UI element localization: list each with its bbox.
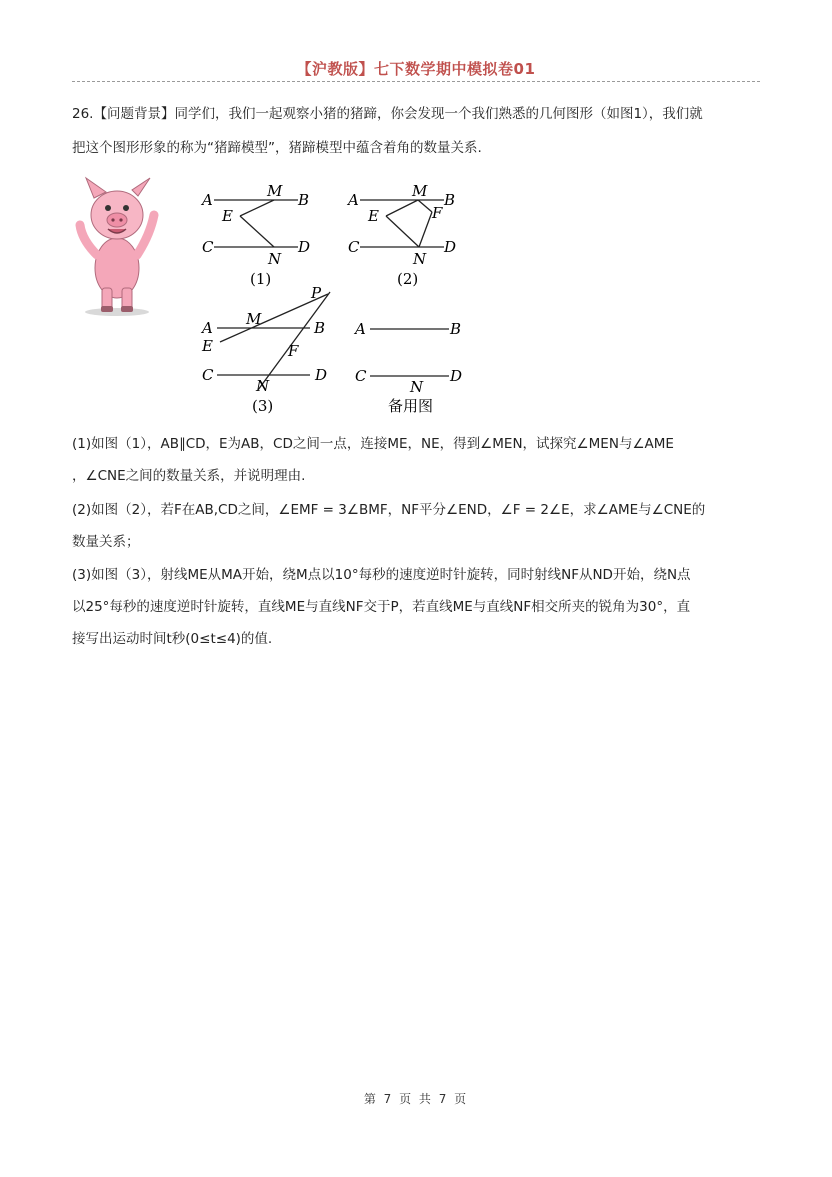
fig2-point-n: N <box>413 250 427 268</box>
q2-line-1: (2)如图（2），若F在AB,CD之间，∠EMF = 3∠BMF，NF平分∠END，∠F = 2∠E，求∠AME与∠CNE的 <box>72 502 706 518</box>
fig1-caption: (1) <box>250 270 272 288</box>
fig2-caption: (2) <box>397 270 419 288</box>
fig4-point-c: C <box>355 367 367 385</box>
fig4-point-n: N <box>410 378 424 396</box>
fig3-point-e: E <box>202 337 213 355</box>
fig3-point-n: N <box>256 377 270 395</box>
q1-line-1: (1)如图（1），AB∥CD，E为AB，CD之间一点，连接ME，NE，得到∠MEN，试探究∠MEN与∠AME <box>72 436 674 452</box>
fig1-point-n: N <box>268 250 282 268</box>
header-divider <box>72 81 760 82</box>
fig3-point-m: M <box>246 310 262 328</box>
fig3-caption: (3) <box>252 397 274 415</box>
pig-mascot-image <box>80 178 154 316</box>
fig1-point-d: D <box>298 238 311 256</box>
fig1-point-c: C <box>202 238 214 256</box>
fig3-point-a: A <box>202 319 213 337</box>
question-2 <box>72 496 762 556</box>
page-header-title: 【沪教版】七下数学期中模拟卷01 <box>296 60 536 78</box>
fig1-point-m: M <box>267 182 283 200</box>
fig4-point-a: A <box>355 320 366 338</box>
fig1-point-a: A <box>202 191 213 209</box>
q2-line-2: 数量关系； <box>72 534 140 550</box>
fig2-point-b: B <box>444 191 456 209</box>
fig2-point-c: C <box>348 238 360 256</box>
fig2-point-d: D <box>444 238 457 256</box>
q3-line-2: 以25°每秒的速度逆时针旋转，直线ME与直线NF交于P，若直线ME与直线NF相交所夹的锐角为30°，直 <box>72 599 691 615</box>
fig2-point-m: M <box>412 182 428 200</box>
fig2-point-e: E <box>368 207 379 225</box>
q3-line-3: 接写出运动时间t秒(0≤t≤4)的值. <box>72 631 273 647</box>
geometry-figures <box>72 170 492 420</box>
intro-line-1: 26.【问题背景】同学们，我们一起观察小猪的猪蹄，你会发现一个我们熟悉的几何图形（如图1），我们就 <box>72 106 703 122</box>
fig4-point-d: D <box>450 367 463 385</box>
fig4-point-b: B <box>450 320 462 338</box>
figure-spare <box>370 329 449 376</box>
q3-line-1: (3)如图（3），射线ME从MA开始，绕M点以10°每秒的速度逆时针旋转，同时射线NF从ND开始，绕N点 <box>72 567 691 583</box>
question-1 <box>72 430 762 490</box>
question-3 <box>72 561 762 653</box>
intro-line-2: 把这个图形形象的称为“猪蹄模型”，猪蹄模型中蕴含着角的数量关系. <box>72 140 482 156</box>
problem-intro <box>72 100 762 162</box>
page-footer: 第 7 页 共 7 页 <box>363 1092 469 1106</box>
fig1-point-b: B <box>298 191 310 209</box>
fig3-point-p: P <box>311 284 322 302</box>
fig3-point-c: C <box>202 366 214 384</box>
fig2-point-a: A <box>348 191 359 209</box>
q1-line-2: ，∠CNE之间的数量关系，并说明理由. <box>72 468 306 484</box>
fig3-point-f: F <box>288 342 299 360</box>
fig4-caption: 备用图 <box>388 397 434 415</box>
fig3-point-b: B <box>314 319 326 337</box>
fig3-point-d: D <box>315 366 328 384</box>
fig2-point-f: F <box>432 204 443 222</box>
fig1-point-e: E <box>222 207 233 225</box>
figure-3 <box>217 292 330 390</box>
